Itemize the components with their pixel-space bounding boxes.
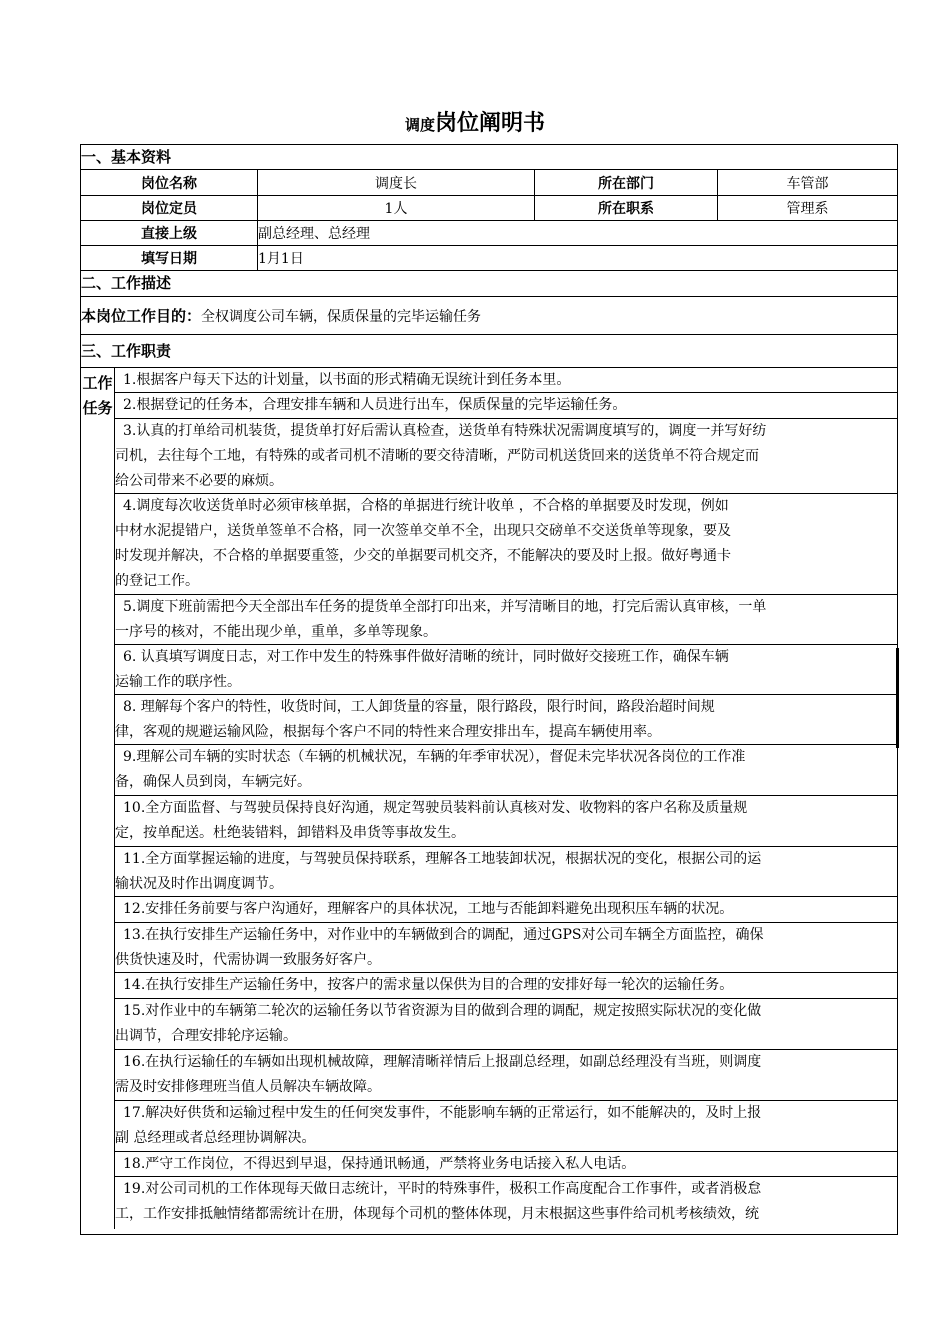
purpose-row	[81, 297, 897, 335]
headcount-label: 岗位定员	[141, 201, 197, 217]
duty-item	[114, 999, 897, 1050]
duty-item	[114, 494, 897, 595]
side-label-line-2: 任务	[82, 399, 113, 417]
duty-line: 6. 认真填写调度日志，对工作中发生的特殊事件做好清晰的统计，同时做好交接班工作，确保车辆	[123, 649, 729, 665]
duty-line: 5.调度下班前需把今天全部出车任务的提货单全部打印出来，并写清晰目的地，打完后需认真审核，一单	[123, 599, 767, 615]
duty-line: 时发现并解决，不合格的单据要重签，少交的单据要司机交齐，不能解决的要及时上报。做好粤通卡	[115, 548, 731, 564]
duty-item	[114, 1101, 897, 1152]
duty-line: 1.根据客户每天下达的计划量，以书面的形式精确无误统计到任务本里。	[123, 372, 571, 388]
duty-item	[114, 745, 897, 796]
duty-item	[114, 847, 897, 897]
duty-line: 副 总经理或者总经理协调解决。	[115, 1130, 316, 1146]
duty-line: 12.安排任务前要与客户沟通好，理解客户的具体状况，工地与否能卸料避免出现积压车辆的状况。	[123, 901, 734, 917]
duty-line: 中材水泥提错户，送货单签单不合格，同一次签单交单不全，出现只交磅单不交送货单等现象，要及	[115, 523, 731, 539]
duty-line: 运输工作的联序性。	[115, 674, 241, 690]
margin-mark	[896, 648, 899, 748]
purpose-text: 全权调度公司车辆，保质保量的完毕运输任务	[201, 309, 482, 325]
side-label	[81, 371, 114, 421]
duty-item	[114, 1177, 897, 1229]
side-label-line-1: 工作	[82, 374, 113, 392]
section-job-description: 二、工作描述	[81, 271, 897, 297]
duty-item	[114, 1050, 897, 1101]
duty-line: 2.根据登记的任务本，合理安排车辆和人员进行出车，保质保量的完毕运输任务。	[123, 397, 627, 413]
purpose-label: 本岗位工作目的：	[81, 307, 202, 325]
duty-line: 14.在执行安排生产运输任务中，按客户的需求量以保供为目的合理的安排好每一轮次的运输任务。	[123, 977, 734, 993]
duty-line: 律，客观的规避运输风险，根据每个客户不同的特性来合理安排出车，提高车辆使用率。	[115, 724, 661, 740]
duty-item	[114, 419, 897, 494]
duty-item	[114, 368, 897, 393]
duty-line: 的登记工作。	[115, 573, 199, 589]
duty-item	[114, 1152, 897, 1177]
duty-line: 一序号的核对，不能出现少单，重单，多单等现象。	[115, 624, 437, 640]
position-name-value: 调度长	[257, 170, 534, 195]
duty-item	[114, 897, 897, 923]
duty-line: 供货快速及时，代需协调一致服务好客户。	[115, 952, 381, 968]
duty-line: 15.对作业中的车辆第二轮次的运输任务以节省资源为目的做到合理的调配，规定按照实际状况的变化做	[123, 1003, 762, 1019]
duty-line: 10.全方面监督、与驾驶员保持良好沟通，规定驾驶员装料前认真核对发、收物料的客户名称及质量规	[123, 800, 748, 816]
duty-line: 3.认真的打单给司机装货，提货单打好后需认真检查，送货单有特殊状况需调度填写的，调度一并写好纺	[123, 423, 767, 439]
headcount-value: 1人	[257, 196, 534, 220]
duty-line: 18.严守工作岗位，不得迟到早退，保持通讯畅通，严禁将业务电话接入私人电话。	[123, 1156, 636, 1172]
duty-line: 19.对公司司机的工作体现每天做日志统计，平时的特殊事件，极积工作高度配合工作事件，或者消极怠	[123, 1181, 762, 1197]
duty-item	[114, 796, 897, 847]
info-row-2	[81, 196, 897, 221]
department-value: 车管部	[717, 170, 897, 195]
job-system-value: 管理系	[717, 196, 897, 220]
title-prefix: 调度	[404, 116, 435, 134]
info-row-3	[81, 221, 897, 246]
duty-line: 给公司带来不必要的麻烦。	[115, 473, 283, 489]
superior-value: 副总经理、总经理	[257, 221, 897, 245]
duty-item	[114, 393, 897, 419]
duty-line: 出调节，合理安排轮序运输。	[115, 1028, 297, 1044]
date-label: 填写日期	[141, 251, 197, 267]
duty-line: 司机，去往每个工地，有特殊的或者司机不清晰的要交待清晰，严防司机送货回来的送货单不符合规定而	[115, 448, 759, 464]
duty-item	[114, 973, 897, 999]
duty-line: 输状况及时作出调度调节。	[115, 876, 283, 892]
title-main: 岗位阐明书	[435, 111, 546, 136]
duty-line: 工，工作安排抵触情绪都需统计在册，体现每个司机的整体体现，月末根据这些事件给司机考核绩效，统	[115, 1206, 759, 1222]
job-description-table	[80, 144, 898, 1235]
position-name-label: 岗位名称	[141, 175, 197, 192]
department-label: 所在部门	[534, 170, 717, 195]
duty-item	[114, 923, 897, 973]
superior-label: 直接上级	[141, 226, 197, 242]
job-system-label: 所在职系	[534, 196, 717, 220]
duty-item	[114, 645, 897, 695]
duty-line: 9.理解公司车辆的实时状态（车辆的机械状况，车辆的年季审状况），督促未完毕状况各岗位的工作准	[123, 749, 746, 765]
duty-line: 定，按单配送。杜绝装错料，卸错料及串货等事故发生。	[115, 825, 465, 841]
section-basic-info: 一、基本资料	[81, 145, 897, 170]
duty-line: 8. 理解每个客户的特性，收货时间，工人卸货量的容量，限行路段，限行时间，路段治超时间规	[123, 699, 715, 715]
duty-line: 13.在执行安排生产运输任务中，对作业中的车辆做到合的调配，通过GPS对公司车辆全方面监控，确保	[123, 927, 764, 943]
duty-line: 16.在执行运输任的车辆如出现机械故障，理解清晰祥情后上报副总经理，如副总经理没有当班，则调度	[123, 1054, 762, 1070]
duty-line: 需及时安排修理班当值人员解决车辆故障。	[115, 1079, 381, 1095]
duty-line: 17.解决好供货和运输过程中发生的任何突发事件，不能影响车辆的正常运行，如不能解决的，及时上报	[123, 1105, 762, 1121]
duty-line: 11.全方面掌握运输的进度，与驾驶员保持联系，理解各工地装卸状况，根据状况的变化，根据公司的运	[123, 851, 762, 867]
duty-item	[114, 695, 897, 745]
section-job-duties: 三、工作职责	[81, 335, 897, 368]
duty-line: 4.调度每次收送货单时必须审核单据，合格的单据进行统计收单 ，不合格的单据要及时发现，例如	[123, 498, 729, 514]
duty-line: 备，确保人员到岗，车辆完好。	[115, 774, 311, 790]
info-row-1	[81, 170, 897, 196]
date-value: 1月1日	[257, 246, 897, 270]
page-title	[0, 106, 950, 137]
duty-item	[114, 595, 897, 645]
info-row-4	[81, 246, 897, 271]
